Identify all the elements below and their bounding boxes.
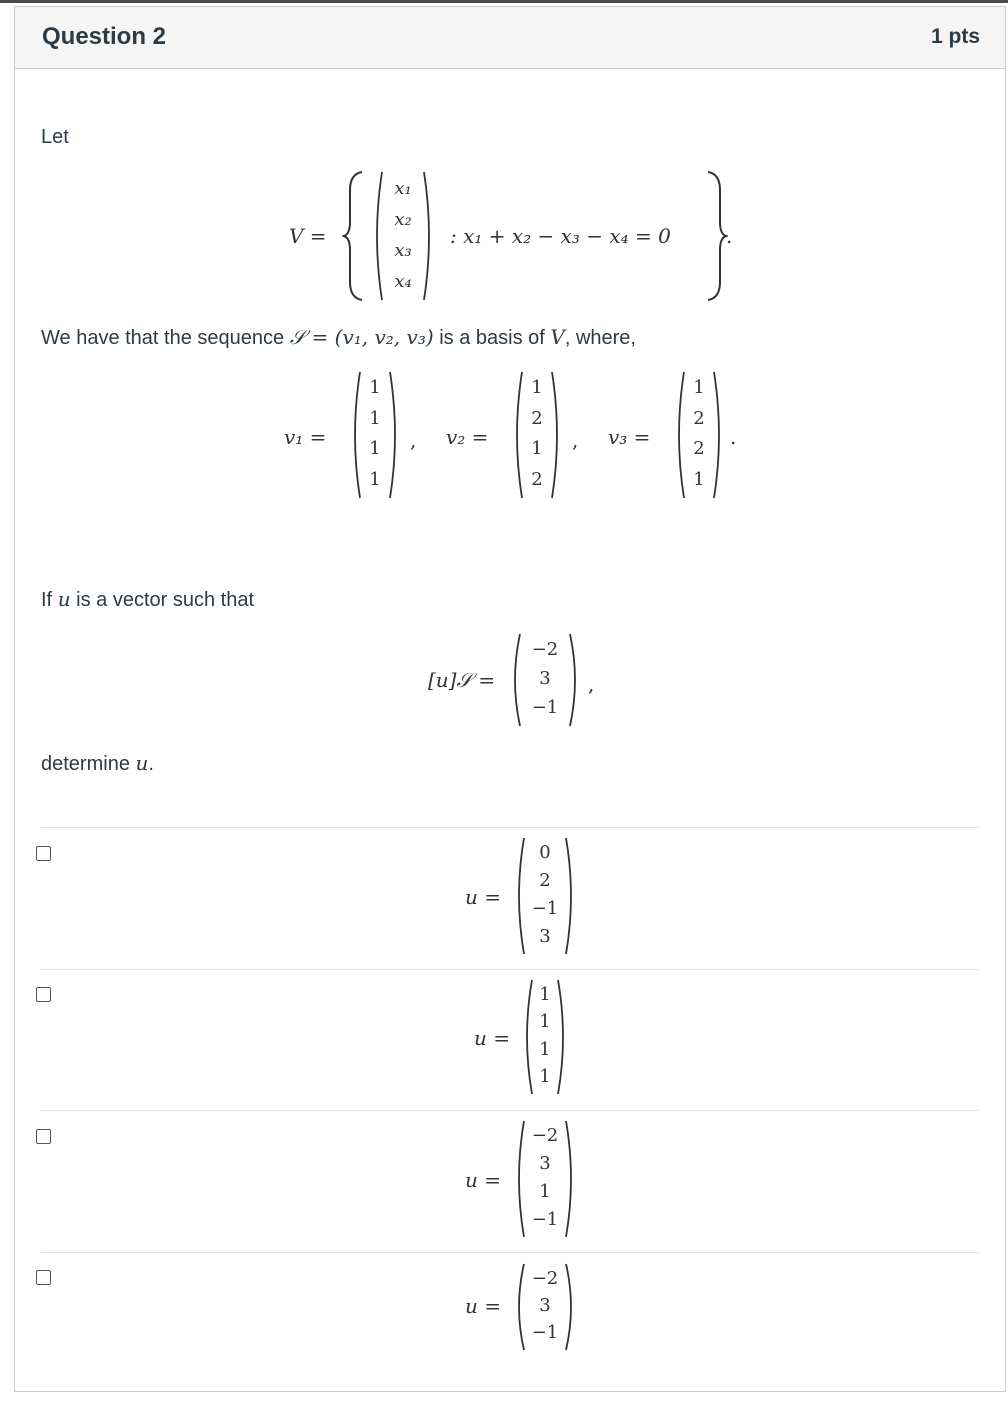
matrix-entry: x₁ (394, 177, 412, 199)
if-prefix: If (41, 589, 53, 611)
v1-label: v₁ = (284, 425, 327, 449)
matrix-entry: 3 (539, 1295, 551, 1316)
coord-label: [u]𝒮 = (428, 668, 496, 692)
option-4-vector (512, 1262, 578, 1352)
matrix-entry: 2 (693, 407, 705, 429)
matrix-entry: 1 (369, 377, 381, 399)
set-vector (370, 170, 436, 302)
set-condition: : x₁ + x₂ − x₃ − x₄ = 0 (450, 224, 671, 248)
v3-label: v₃ = (608, 425, 651, 449)
matrix-entry: −2 (531, 638, 559, 660)
option-3-label: u = (465, 1168, 501, 1192)
matrix-entry: −1 (531, 1322, 559, 1344)
if-sentence (41, 587, 254, 612)
matrix-entry: 3 (539, 1153, 551, 1174)
matrix-entry: 1 (539, 1066, 551, 1088)
v2-vector (510, 370, 564, 500)
option-3-checkbox[interactable] (36, 1129, 51, 1144)
option-separator (41, 1252, 980, 1253)
matrix-entry: x₃ (394, 239, 412, 261)
matrix-entry: 1 (369, 438, 381, 460)
matrix-entry: 3 (539, 668, 551, 689)
set-lhs: V = (289, 224, 327, 248)
top-border (0, 0, 1008, 3)
set-right-brace (704, 170, 728, 302)
option-2-label: u = (474, 1026, 510, 1050)
set-period: . (726, 224, 733, 248)
matrix-entry: 2 (531, 468, 543, 490)
sequence-math: 𝒮 = (v₁, v₂, v₃) (289, 325, 434, 349)
sequence-sentence (41, 325, 636, 350)
option-separator (41, 827, 980, 828)
coord-comma: , (588, 672, 595, 696)
matrix-entry: x₄ (394, 270, 412, 292)
basis-period: . (730, 425, 737, 449)
matrix-entry: 1 (539, 1011, 551, 1033)
v2-label: v₂ = (446, 425, 489, 449)
matrix-entry: 1 (531, 377, 543, 399)
coord-vector (508, 632, 582, 728)
matrix-entry: 3 (539, 926, 551, 947)
matrix-entry: −2 (531, 1125, 559, 1146)
option-1-checkbox[interactable] (36, 846, 51, 861)
comma-2: , (572, 428, 579, 452)
sequence-prefix: We have that the sequence (41, 327, 285, 349)
determine-sentence (41, 751, 154, 776)
matrix-entry: 2 (693, 438, 705, 460)
matrix-entry: 1 (693, 468, 705, 490)
matrix-entry: −2 (531, 1267, 559, 1289)
option-3-vector (512, 1119, 578, 1239)
comma-1: , (410, 428, 417, 452)
determine-text: determine (41, 753, 130, 775)
matrix-entry: −1 (531, 898, 559, 919)
determine-period: . (148, 753, 154, 775)
question-points: 1 pts (930, 25, 980, 48)
option-separator (41, 1110, 980, 1111)
option-4-label: u = (465, 1294, 501, 1318)
matrix-entry: 1 (693, 377, 705, 399)
option-4-checkbox[interactable] (36, 1270, 51, 1285)
matrix-entry: 1 (369, 407, 381, 429)
if-suffix: is a vector such that (76, 589, 255, 611)
sequence-where: , where, (564, 327, 636, 349)
question-title: Question 2 (42, 23, 167, 50)
option-separator (41, 969, 980, 970)
option-2-vector (520, 978, 570, 1096)
set-left-brace (342, 170, 366, 302)
option-1-vector (512, 836, 578, 956)
matrix-entry: −1 (531, 697, 559, 719)
matrix-entry: x₂ (394, 208, 412, 230)
v1-vector (348, 370, 402, 500)
if-u: u (57, 587, 71, 611)
matrix-entry: 2 (531, 407, 543, 429)
matrix-entry: 1 (531, 438, 543, 460)
sequence-suffix: is a basis of (439, 327, 545, 349)
matrix-entry: −1 (531, 1209, 559, 1230)
matrix-entry: 1 (539, 1181, 551, 1202)
matrix-entry: 1 (369, 468, 381, 490)
determine-u: u (135, 751, 149, 775)
matrix-entry: 2 (539, 870, 551, 891)
matrix-entry: 1 (539, 1038, 551, 1060)
v3-vector (672, 370, 726, 500)
let-text: Let (41, 126, 69, 148)
sequence-space-V: V (550, 325, 565, 349)
option-2-checkbox[interactable] (36, 987, 51, 1002)
question-header (15, 7, 1005, 69)
option-1-label: u = (465, 885, 501, 909)
matrix-entry: 1 (539, 983, 551, 1005)
matrix-entry: 0 (539, 842, 551, 863)
